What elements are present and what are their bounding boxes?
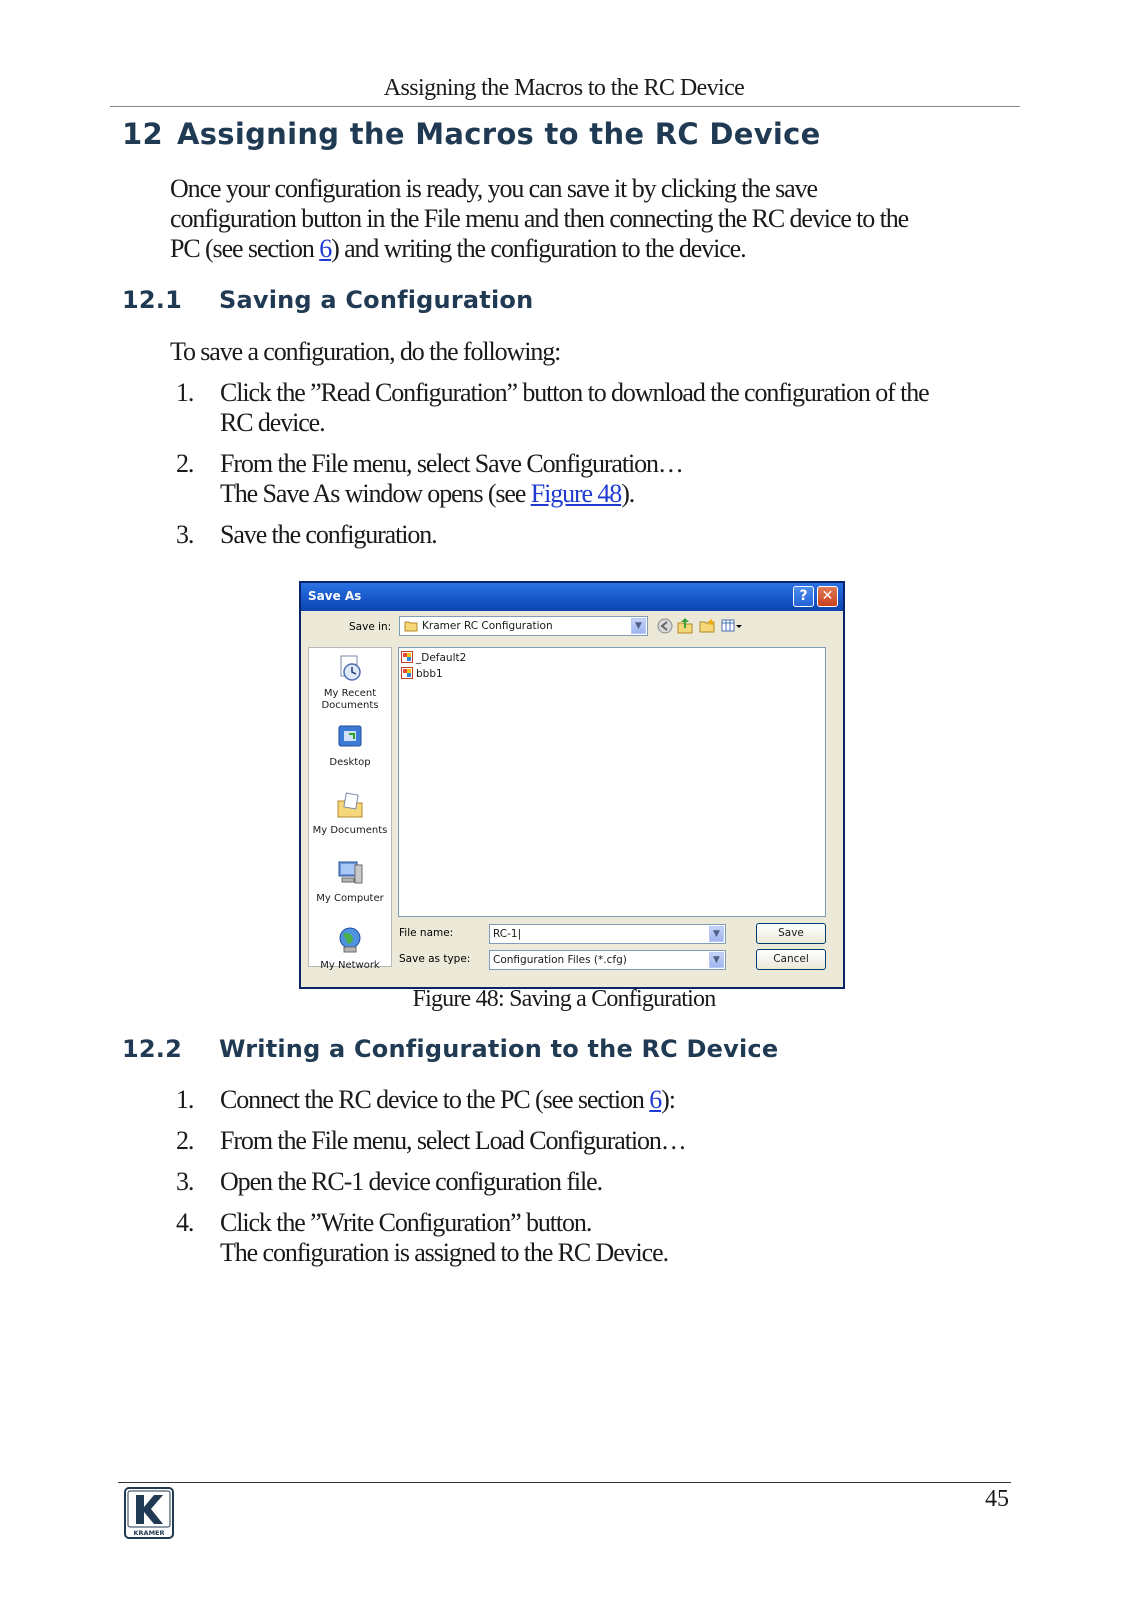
- write-step-4-line-2: The configuration is assigned to the RC Device.: [220, 1238, 668, 1267]
- write-step-1-start: Connect the RC device to the PC (see section: [220, 1085, 650, 1114]
- save-step-1-number: 1.: [176, 378, 194, 407]
- config-file-icon: [401, 667, 413, 679]
- section-12-2-number: 12.2: [122, 1035, 183, 1063]
- write-step-1-number: 1.: [176, 1085, 194, 1114]
- folder-icon: [404, 620, 418, 632]
- my-network-icon: [335, 926, 365, 954]
- save-step-2-line-2-start: The Save As window opens (see: [220, 479, 531, 508]
- file-name-input[interactable]: [489, 924, 726, 944]
- intro-line-2: configuration button in the File menu and then connecting the RC device to the: [170, 204, 909, 233]
- intro-line-3-end: ) and writing the configuration to the device.: [331, 234, 746, 263]
- intro-line-1: Once your configuration is ready, you can save it by clicking the save: [170, 174, 817, 203]
- place-my-documents-label: My Documents: [312, 825, 388, 836]
- save-as-type-label: Save as type:: [399, 953, 471, 965]
- place-desktop[interactable]: [309, 723, 391, 769]
- section-12-2-heading: [122, 1035, 778, 1063]
- section-12-2-title: Writing a Configuration to the RC Device: [219, 1035, 779, 1063]
- file-list[interactable]: [398, 647, 826, 917]
- write-step-1: [176, 1085, 1006, 1115]
- save-step-2-number: 2.: [176, 449, 194, 478]
- section-12-1-title: Saving a Configuration: [219, 286, 534, 314]
- save-step-2-line-2-end: ).: [621, 479, 635, 508]
- section-12-heading: [122, 117, 821, 151]
- my-documents-icon: [335, 791, 365, 819]
- kramer-logo: [124, 1487, 174, 1539]
- section-12-number: 12: [122, 117, 163, 151]
- section-12-1-heading: [122, 286, 533, 314]
- my-computer-icon: [335, 859, 365, 887]
- section-12-title: Assigning the Macros to the RC Device: [176, 117, 821, 151]
- place-my-recent-documents-label: My Recent Documents: [321, 688, 379, 711]
- file-item[interactable]: [401, 651, 466, 664]
- save-step-3: [176, 520, 1006, 550]
- place-desktop-label: Desktop: [329, 757, 371, 768]
- write-step-1-line-1: [220, 1085, 1000, 1115]
- write-step-4: [176, 1208, 1006, 1268]
- kramer-logo-text: KRAMER: [133, 1529, 165, 1537]
- save-step-1-line-2: RC device.: [220, 408, 325, 437]
- dialog-title: Save As: [308, 589, 362, 603]
- save-as-dialog: [299, 581, 845, 989]
- file-item[interactable]: [401, 667, 443, 680]
- place-my-documents[interactable]: [309, 791, 391, 837]
- help-button[interactable]: ?: [793, 586, 814, 607]
- save-step-3-line-1: Save the configuration.: [220, 520, 437, 549]
- close-button[interactable]: ✕: [817, 586, 838, 607]
- save-step-2-line-1: From the File menu, select Save Configuration…: [220, 449, 683, 478]
- place-my-recent-documents[interactable]: [309, 654, 391, 712]
- write-step-2: [176, 1126, 1006, 1156]
- write-step-2-line-1: From the File menu, select Load Configuration…: [220, 1126, 686, 1155]
- view-menu-icon[interactable]: [721, 619, 743, 633]
- file-item-name: bbb1: [416, 668, 443, 680]
- page-number: 45: [985, 1486, 1009, 1512]
- write-step-2-number: 2.: [176, 1126, 194, 1155]
- desktop-icon: [335, 723, 365, 751]
- places-bar: [308, 647, 392, 971]
- save-step-1: [176, 378, 1006, 438]
- chevron-down-icon[interactable]: ▼: [631, 618, 646, 634]
- dialog-titlebar: [301, 583, 843, 611]
- write-step-3-number: 3.: [176, 1167, 194, 1196]
- file-name-value: RC-1|: [493, 928, 522, 940]
- save-button[interactable]: Save: [756, 923, 826, 944]
- config-file-icon: [401, 651, 413, 663]
- write-step-1-end: ):: [661, 1085, 675, 1114]
- save-in-label: Save in:: [349, 621, 392, 633]
- figure-48-link[interactable]: Figure 48: [530, 479, 622, 508]
- write-step-3: [176, 1167, 1006, 1197]
- write-step-4-line-1: Click the ”Write Configuration” button.: [220, 1208, 592, 1237]
- section-6-link[interactable]: 6: [649, 1085, 662, 1114]
- save-step-2-line-2: [220, 479, 1000, 509]
- file-name-label: File name:: [399, 927, 454, 939]
- figure-caption: Figure 48: Saving a Configuration: [412, 986, 716, 1012]
- place-my-computer[interactable]: [309, 859, 391, 905]
- write-step-3-line-1: Open the RC-1 device configuration file.: [220, 1167, 602, 1196]
- intro-line-3-start: PC (see section: [170, 234, 320, 263]
- running-header: Assigning the Macros to the RC Device: [383, 75, 745, 101]
- save-as-type-value: Configuration Files (*.cfg): [493, 954, 627, 966]
- recent-documents-icon: [335, 654, 365, 682]
- footer-rule: [118, 1482, 1011, 1483]
- section-12-1-number: 12.1: [122, 286, 183, 314]
- chevron-down-icon[interactable]: ▼: [709, 926, 724, 942]
- header-rule: [110, 106, 1020, 107]
- cancel-button[interactable]: Cancel: [756, 949, 826, 970]
- save-in-value: Kramer RC Configuration: [422, 620, 553, 632]
- save-in-dropdown[interactable]: [399, 616, 648, 636]
- up-folder-icon[interactable]: [677, 617, 693, 634]
- section-12-intro: [170, 174, 1000, 264]
- new-folder-icon[interactable]: [699, 618, 715, 633]
- place-my-network-label: My Network: [320, 960, 380, 971]
- save-step-1-line-1: Click the ”Read Configuration” button to download the configuration of the: [220, 378, 929, 407]
- section-12-1-lead: To save a configuration, do the following:: [170, 337, 561, 366]
- place-my-network[interactable]: [309, 926, 391, 972]
- place-my-computer-label: My Computer: [316, 893, 384, 904]
- save-step-3-number: 3.: [176, 520, 194, 549]
- save-step-2: [176, 449, 1006, 509]
- back-icon[interactable]: [657, 618, 673, 634]
- write-step-4-number: 4.: [176, 1208, 194, 1237]
- chevron-down-icon[interactable]: ▼: [709, 952, 724, 968]
- intro-line-3: [170, 234, 1000, 264]
- file-item-name: _Default2: [416, 652, 467, 664]
- section-6-link[interactable]: 6: [319, 234, 332, 263]
- save-as-type-dropdown[interactable]: [489, 950, 726, 970]
